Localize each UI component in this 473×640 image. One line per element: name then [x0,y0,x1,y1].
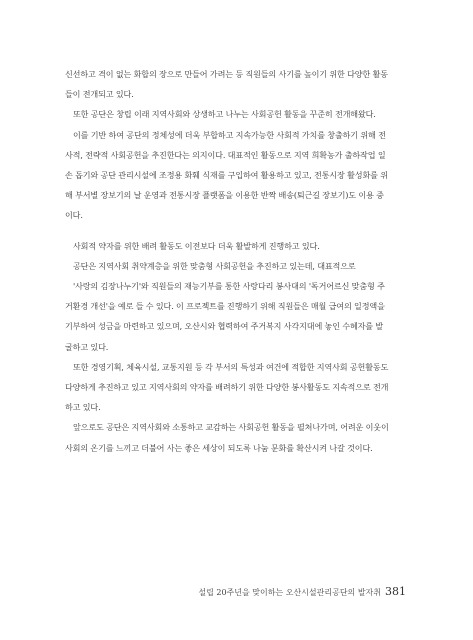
paragraph-gap [65,226,405,236]
text-line: 다양하게 추진하고 있고 지역사회의 약자를 배려하기 위한 다양한 봉사활동도 지속적으로 전개 [65,382,389,393]
text-line: 해 부서별 장보기의 날 운영과 전통시장 플랫폼을 이용한 반짝 배송(퇴근길 장보기)도 이용 중 [65,190,384,201]
text-line: 사회의 온기를 느끼고 더불어 사는 좋은 세상이 되도록 나눔 문화를 확산시켜 나갈 것이다. [65,442,373,453]
page-number: 381 [385,585,406,598]
text-line: 손 돕기와 공단 관리시설에 조정용 화훼 식재를 구입하여 활용하고 있고, 전통시장 활성화를 위 [65,170,388,181]
text-line: 또한 공단은 창립 이래 지역사회와 상생하고 나누는 사회공헌 활동을 꾸준히 전개해왔다. [73,109,376,120]
text-line: 굴하고 있다. [65,341,109,352]
body-text [65,64,405,458]
footer-title: 설립 20주년을 맞이하는 오산시설관리공단의 발자취 [198,588,381,597]
text-line: 거환경 개선'을 예로 들 수 있다. 이 프로젝트를 진행하기 위해 직원들은 매월 급여의 일정액을 [65,301,385,312]
text-line: '사랑의 김장나누기'와 직원들의 재능기부를 통한 사랑다리 봉사대의 '독거어르신 맞춤형 주 [73,281,385,292]
text-line: 앞으로도 공단은 지역사회와 소통하고 교감하는 사회공헌 활동을 펼쳐나가며, 어려운 이웃이 [73,422,389,433]
text-line: 이다. [65,210,83,221]
text-line: 공단은 지역사회 취약계층을 위한 맞춤형 사회공헌을 추진하고 있는데, 대표적으로 [73,260,356,271]
text-line: 또한 경영기획, 체육시설, 교통지원 등 각 부서의 특성과 여건에 적합한 지역사회 공헌활동도 [73,361,389,372]
text-line: 기부하여 성금을 마련하고 있으며, 오산시와 협력하여 주거복지 사각지대에 놓인 수혜자를 발 [65,321,384,332]
page-footer [198,585,406,598]
text-line: 신선하고 격이 없는 화합의 장으로 만들어 가려는 등 직원들의 사기를 높이기 위한 다양한 활동 [65,69,388,79]
text-line: 사적, 전략적 사회공헌을 추진한다는 의지이다. 대표적인 활동으로 지역 희확농가 출하작업 일 [65,149,386,160]
text-line: 하고 있다. [65,402,101,413]
text-line: 들이 전개되고 있다. [65,89,134,100]
text-line: 이를 기반 하여 공단의 정체성에 더욱 부합하고 지속가능한 사회적 가치를 창출하기 위해 전 [73,129,386,140]
text-line: 사회적 약자를 위한 배려 활동도 이전보다 더욱 활발하게 진행하고 있다. [73,240,320,251]
